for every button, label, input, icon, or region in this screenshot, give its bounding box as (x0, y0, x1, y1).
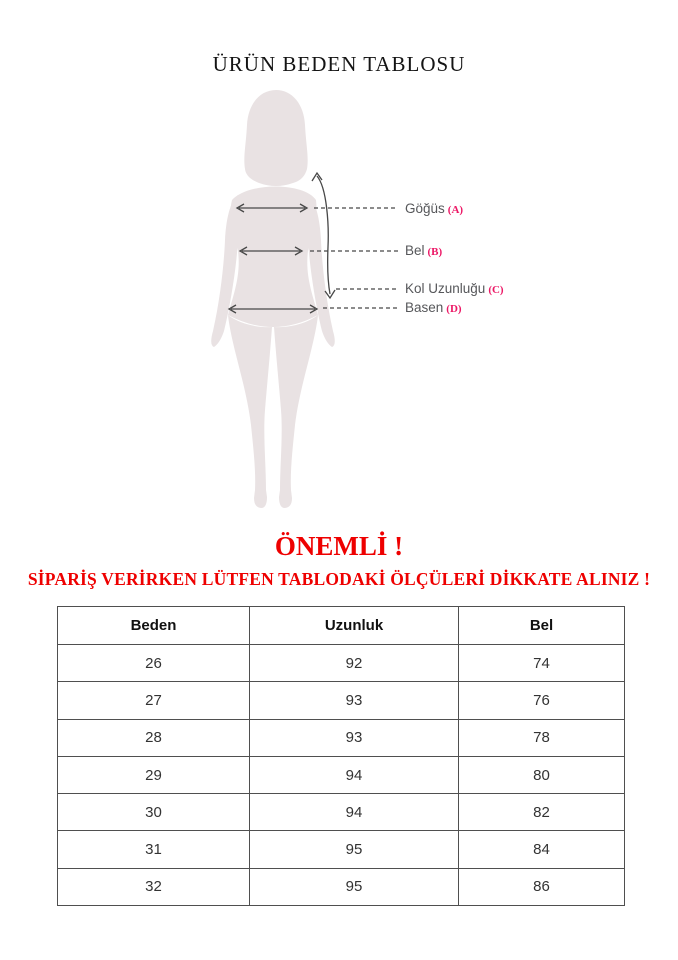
table-cell: 94 (250, 756, 459, 793)
table-row (58, 794, 625, 831)
waist-label (405, 243, 442, 260)
table-cell: 78 (459, 719, 625, 756)
important-heading: ÖNEMLİ ! (274, 531, 404, 561)
table-cell: 93 (250, 719, 459, 756)
table-cell: 95 (250, 868, 459, 905)
table-cell: 80 (459, 756, 625, 793)
table-row (58, 682, 625, 719)
table-row (58, 831, 625, 868)
arm-length-label-code: (C) (488, 284, 504, 296)
table-cell: 82 (459, 794, 625, 831)
table-cell: 86 (459, 868, 625, 905)
page-title: ÜRÜN BEDEN TABLOSU (212, 52, 466, 76)
order-warning-text: SİPARİŞ VERİRKEN LÜTFEN TABLODAKİ ÖLÇÜLERİ DİKKATE ALINIZ ! (27, 569, 651, 589)
size-table (57, 606, 625, 906)
table-cell: 27 (58, 682, 250, 719)
table-cell: 31 (58, 831, 250, 868)
table-header-row (58, 607, 625, 645)
table-row (58, 719, 625, 756)
table-row (58, 756, 625, 793)
table-cell: 29 (58, 756, 250, 793)
table-cell: 26 (58, 645, 250, 682)
waist-label-code: (B) (427, 246, 443, 258)
table-row (58, 645, 625, 682)
female-body-silhouette (211, 90, 335, 508)
table-row (58, 868, 625, 905)
table-cell: 32 (58, 868, 250, 905)
hip-label-text: Basen (405, 300, 444, 315)
chest-label-code: (A) (447, 204, 464, 216)
chest-label (405, 201, 463, 218)
body-silhouette-svg (180, 85, 405, 525)
column-header-uzunluk: Uzunluk (250, 607, 459, 645)
table-cell: 28 (58, 719, 250, 756)
arm-length-label (405, 281, 504, 298)
table-cell: 84 (459, 831, 625, 868)
table-cell: 74 (459, 645, 625, 682)
column-header-bel: Bel (459, 607, 625, 645)
hip-label (405, 300, 462, 317)
hip-label-code: (D) (446, 303, 462, 315)
table-cell: 92 (250, 645, 459, 682)
column-header-beden: Beden (58, 607, 250, 645)
table-cell: 30 (58, 794, 250, 831)
body-silhouette-figure (180, 85, 405, 525)
table-cell: 94 (250, 794, 459, 831)
table-cell: 76 (459, 682, 625, 719)
chest-label-text: Göğüs (405, 201, 445, 216)
table-cell: 95 (250, 831, 459, 868)
waist-label-text: Bel (405, 243, 425, 258)
table-cell: 93 (250, 682, 459, 719)
arm-length-label-text: Kol Uzunluğu (405, 281, 486, 296)
